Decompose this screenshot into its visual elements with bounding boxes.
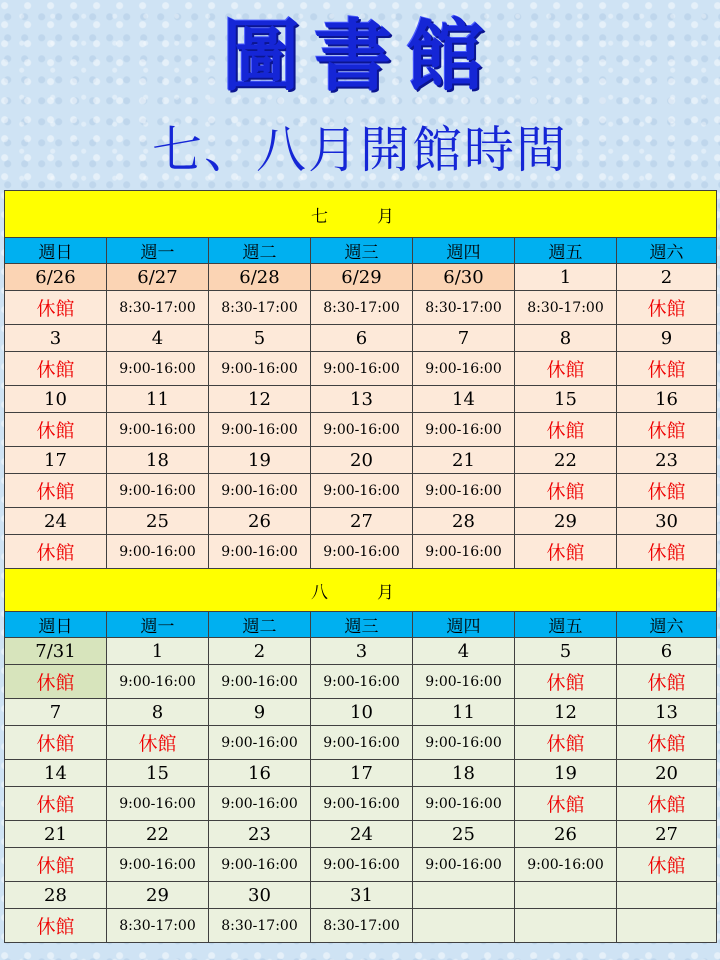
date-cell: 2 [209,638,311,665]
august-month-header [5,569,717,612]
hours-cell: 9:00-16:00 [107,352,209,386]
date-cell: 26 [209,508,311,535]
hours-cell: 9:00-16:00 [107,413,209,447]
date-cell: 21 [413,447,515,474]
date-cell: 19 [209,447,311,474]
date-cell: 6 [617,638,717,665]
weekday-header: 週日 [5,612,107,638]
date-row [5,699,717,726]
date-cell: 1 [515,264,617,291]
hours-cell: 9:00-16:00 [311,413,413,447]
hours-cell: 9:00-16:00 [209,474,311,508]
date-cell: 13 [617,699,717,726]
date-cell: 18 [107,447,209,474]
closed-cell: 休館 [5,474,107,508]
hours-cell [413,909,515,943]
weekday-header: 週四 [413,238,515,264]
hours-cell: 8:30-17:00 [311,909,413,943]
closed-cell: 休館 [515,413,617,447]
hours-cell: 8:30-17:00 [413,291,515,325]
closed-cell: 休館 [5,665,107,699]
weekday-header: 週三 [311,612,413,638]
hours-cell: 8:30-17:00 [311,291,413,325]
date-cell: 10 [5,386,107,413]
date-cell: 20 [617,760,717,787]
date-cell: 15 [515,386,617,413]
hours-cell [515,909,617,943]
weekday-header: 週五 [515,238,617,264]
date-cell: 22 [515,447,617,474]
date-cell: 30 [617,508,717,535]
date-cell: 12 [515,699,617,726]
date-cell: 27 [311,508,413,535]
date-cell: 10 [311,699,413,726]
date-row [5,638,717,665]
weekday-header: 週五 [515,612,617,638]
hours-cell: 9:00-16:00 [209,726,311,760]
date-cell [617,882,717,909]
hours-cell: 8:30-17:00 [107,909,209,943]
date-cell: 6/26 [5,264,107,291]
closed-cell: 休館 [617,665,717,699]
hours-row [5,413,717,447]
weekday-header: 週四 [413,612,515,638]
hours-cell: 9:00-16:00 [107,535,209,569]
date-cell: 23 [209,821,311,848]
closed-cell: 休館 [515,787,617,821]
hours-cell: 9:00-16:00 [413,413,515,447]
date-row [5,447,717,474]
date-cell: 30 [209,882,311,909]
date-row [5,760,717,787]
hours-cell: 9:00-16:00 [107,665,209,699]
date-cell: 23 [617,447,717,474]
date-cell: 29 [515,508,617,535]
closed-cell: 休館 [617,352,717,386]
date-cell: 6/27 [107,264,209,291]
date-cell: 31 [311,882,413,909]
closed-cell: 休館 [515,726,617,760]
closed-cell: 休館 [5,726,107,760]
date-cell: 25 [107,508,209,535]
date-cell: 28 [413,508,515,535]
closed-cell: 休館 [515,474,617,508]
closed-cell: 休館 [515,535,617,569]
date-cell: 1 [107,638,209,665]
date-cell [515,882,617,909]
page-title: 圖書館 [221,12,498,102]
hours-cell: 9:00-16:00 [209,848,311,882]
date-row [5,325,717,352]
hours-cell [617,909,717,943]
hours-cell: 9:00-16:00 [209,352,311,386]
hours-cell: 9:00-16:00 [107,787,209,821]
closed-cell: 休館 [5,352,107,386]
closed-cell: 休館 [617,848,717,882]
closed-cell: 休館 [617,474,717,508]
date-cell: 6/29 [311,264,413,291]
date-cell: 16 [617,386,717,413]
closed-cell: 休館 [5,909,107,943]
hours-cell: 9:00-16:00 [311,726,413,760]
date-cell: 9 [617,325,717,352]
hours-row [5,474,717,508]
hours-cell: 9:00-16:00 [209,787,311,821]
date-cell [413,882,515,909]
date-cell: 26 [515,821,617,848]
date-cell: 3 [311,638,413,665]
date-cell: 5 [209,325,311,352]
date-row [5,264,717,291]
date-cell: 7 [5,699,107,726]
closed-cell: 休館 [5,291,107,325]
date-cell: 27 [617,821,717,848]
july-weekday-row [5,238,717,264]
weekday-header: 週六 [617,238,717,264]
hours-cell: 9:00-16:00 [209,413,311,447]
weekday-header: 週二 [209,612,311,638]
closed-cell: 休館 [107,726,209,760]
closed-cell: 休館 [617,413,717,447]
hours-cell: 9:00-16:00 [413,474,515,508]
date-cell: 5 [515,638,617,665]
closed-cell: 休館 [5,848,107,882]
date-cell: 17 [311,760,413,787]
hours-cell: 9:00-16:00 [413,352,515,386]
hours-row [5,909,717,943]
hours-cell: 8:30-17:00 [107,291,209,325]
weekday-header: 週三 [311,238,413,264]
closed-cell: 休館 [5,787,107,821]
hours-row [5,352,717,386]
date-cell: 9 [209,699,311,726]
closed-cell: 休館 [617,787,717,821]
hours-row [5,848,717,882]
hours-cell: 9:00-16:00 [311,352,413,386]
date-cell: 4 [107,325,209,352]
date-cell: 25 [413,821,515,848]
date-row [5,386,717,413]
weekday-header: 週日 [5,238,107,264]
hours-row [5,291,717,325]
date-cell: 28 [5,882,107,909]
hours-cell: 8:30-17:00 [209,909,311,943]
hours-cell: 9:00-16:00 [311,535,413,569]
date-row [5,882,717,909]
date-cell: 8 [515,325,617,352]
hours-cell: 9:00-16:00 [311,787,413,821]
date-cell: 22 [107,821,209,848]
date-cell: 13 [311,386,413,413]
date-cell: 21 [5,821,107,848]
hours-cell: 9:00-16:00 [311,665,413,699]
hours-row [5,787,717,821]
date-cell: 14 [5,760,107,787]
hours-cell: 9:00-16:00 [413,535,515,569]
date-cell: 6/28 [209,264,311,291]
month-label: 七 月 [5,191,717,238]
closed-cell: 休館 [617,291,717,325]
weekday-header: 週二 [209,238,311,264]
date-cell: 2 [617,264,717,291]
weekday-header: 週一 [107,612,209,638]
date-cell: 8 [107,699,209,726]
hours-cell: 8:30-17:00 [209,291,311,325]
closed-cell: 休館 [617,726,717,760]
hours-row [5,665,717,699]
hours-cell: 9:00-16:00 [413,665,515,699]
date-cell: 7 [413,325,515,352]
weekday-header: 週六 [617,612,717,638]
date-cell: 3 [5,325,107,352]
hours-cell: 9:00-16:00 [107,848,209,882]
date-cell: 14 [413,386,515,413]
hours-cell: 9:00-16:00 [311,474,413,508]
date-cell: 4 [413,638,515,665]
hours-cell: 9:00-16:00 [209,665,311,699]
date-cell: 20 [311,447,413,474]
date-cell: 16 [209,760,311,787]
opening-hours-calendar [4,190,717,943]
date-cell: 18 [413,760,515,787]
date-cell: 15 [107,760,209,787]
closed-cell: 休館 [515,352,617,386]
closed-cell: 休館 [617,535,717,569]
closed-cell: 休館 [5,535,107,569]
date-cell: 6 [311,325,413,352]
hours-cell: 8:30-17:00 [515,291,617,325]
closed-cell: 休館 [5,413,107,447]
date-cell: 24 [311,821,413,848]
august-weekday-row [5,612,717,638]
date-cell: 29 [107,882,209,909]
date-row [5,821,717,848]
date-cell: 11 [107,386,209,413]
date-cell: 7/31 [5,638,107,665]
date-cell: 11 [413,699,515,726]
hours-cell: 9:00-16:00 [413,726,515,760]
date-cell: 6/30 [413,264,515,291]
date-cell: 17 [5,447,107,474]
weekday-header: 週一 [107,238,209,264]
date-cell: 24 [5,508,107,535]
date-row [5,508,717,535]
hours-cell: 9:00-16:00 [413,848,515,882]
date-cell: 12 [209,386,311,413]
hours-cell: 9:00-16:00 [515,848,617,882]
hours-row [5,535,717,569]
hours-cell: 9:00-16:00 [107,474,209,508]
hours-cell: 9:00-16:00 [209,535,311,569]
hours-cell: 9:00-16:00 [311,848,413,882]
hours-row [5,726,717,760]
month-label: 八 月 [5,569,717,612]
date-cell: 19 [515,760,617,787]
closed-cell: 休館 [515,665,617,699]
hours-cell: 9:00-16:00 [413,787,515,821]
poster-header [0,0,720,190]
page-subtitle: 七、八月開館時間 [152,121,568,179]
july-month-header [5,191,717,238]
